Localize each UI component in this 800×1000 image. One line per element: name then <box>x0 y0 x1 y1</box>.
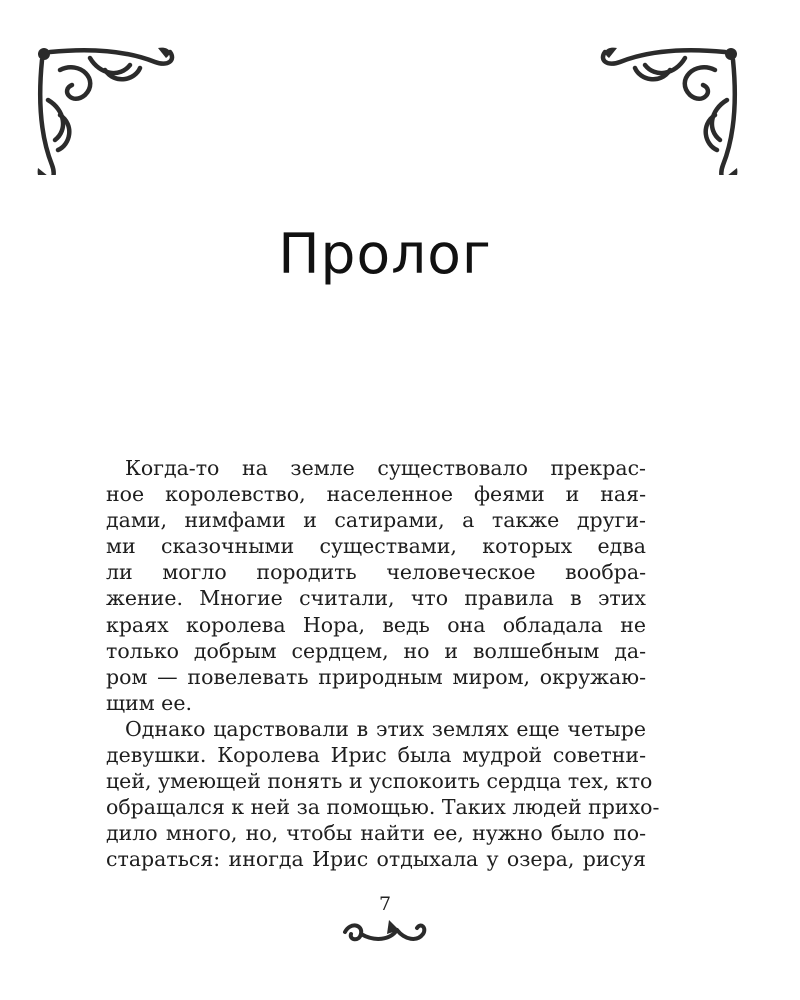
text-line: девушки. Королева Ирис была мудрой советни- <box>106 743 646 768</box>
text-line: стараться: иногда Ирис отдыхала у озера, рисуя <box>106 847 646 872</box>
text-line: дило много, но, чтобы найти ее, нужно было по- <box>106 821 646 846</box>
page-number-flourish-icon <box>335 912 435 950</box>
ornament-corner-top-left-icon <box>30 40 180 175</box>
page-number: 7 <box>378 893 392 915</box>
chapter-title: Пролог <box>278 222 492 286</box>
text-line: цей, умеющей понять и успокоить сердца тех, кто <box>106 769 653 794</box>
text-line: ли могло породить человеческое вообра- <box>106 560 646 585</box>
text-line: ное королевство, населенное феями и ная- <box>106 482 646 507</box>
text-line: ром — повелевать природным миром, окружаю- <box>106 664 646 689</box>
text-line: Когда-то на земле существовало прекрас- <box>125 456 646 480</box>
text-line: обращался к ней за помощью. Таких людей прихо- <box>106 795 660 820</box>
text-line: Однако царствовали в этих землях еще четыре <box>125 716 646 741</box>
ornament-corner-top-right-icon <box>595 40 745 175</box>
text-line: щим ее. <box>106 690 192 715</box>
text-line: только добрым сердцем, но и волшебным да- <box>106 638 646 663</box>
text-line: краях королева Нора, ведь она обладала не <box>106 612 646 637</box>
text-line: ми сказочными существами, которых едва <box>106 534 646 559</box>
text-line: дами, нимфами и сатирами, а также други- <box>106 508 646 533</box>
body-text <box>106 455 660 873</box>
text-line: жение. Многие считали, что правила в этих <box>106 586 646 611</box>
